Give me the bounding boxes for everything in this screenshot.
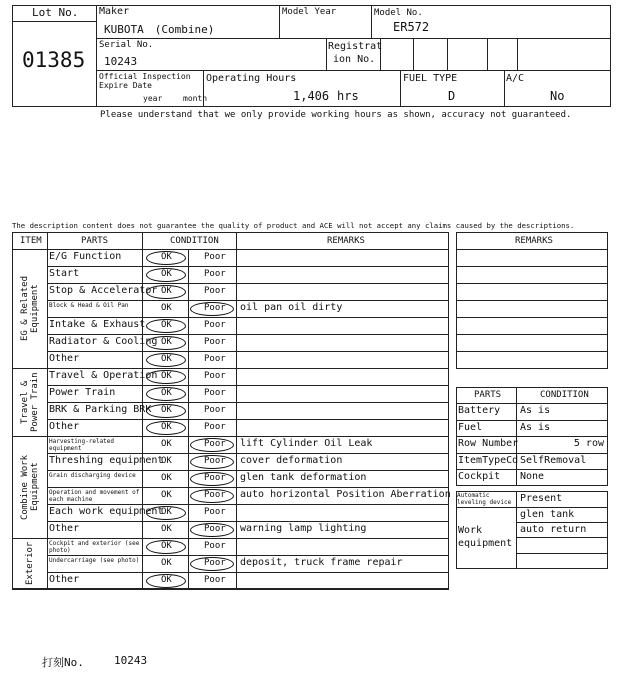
ok-selected-oval xyxy=(146,574,186,588)
model-year-label: Model Year xyxy=(282,7,337,17)
poor-selected-oval xyxy=(190,302,234,316)
ok-option[interactable]: OK xyxy=(161,252,172,262)
inspection-label-1: Official Inspection xyxy=(99,72,191,81)
part-name: Other xyxy=(49,421,80,432)
work-label-1: Work xyxy=(458,525,483,536)
group-label: Travel & Power Train xyxy=(20,372,40,432)
hours-value: 1,406 xyxy=(293,89,330,103)
ok-option[interactable]: OK xyxy=(161,558,172,568)
ac-value: No xyxy=(550,89,565,103)
part-name: Undercarriage (see photo) xyxy=(49,557,140,564)
poor-option[interactable]: Poor xyxy=(204,422,226,432)
ok-selected-oval xyxy=(146,540,186,554)
side-parts-col-parts: PARTS xyxy=(474,390,502,400)
poor-option[interactable]: Poor xyxy=(204,575,226,585)
side-parts-row-line xyxy=(456,469,608,470)
poor-option[interactable]: Poor xyxy=(204,439,226,449)
model-no-label: Model No. xyxy=(374,8,423,18)
hours-notice: Please understand that we only provide working hours as shown, accuracy not guaranteed. xyxy=(100,110,572,120)
ok-option[interactable]: OK xyxy=(161,473,172,483)
ok-option[interactable]: OK xyxy=(161,490,172,500)
ok-selected-oval xyxy=(146,336,186,350)
side-part-name: Cockpit xyxy=(458,471,501,482)
hours-label: Operating Hours xyxy=(206,73,297,84)
table-row-line xyxy=(47,300,449,301)
ok-option[interactable]: OK xyxy=(161,507,172,517)
info-vline xyxy=(413,38,414,70)
side-parts-row-line xyxy=(456,403,608,404)
info-vline xyxy=(504,70,505,107)
ok-option[interactable]: OK xyxy=(161,320,172,330)
stamp-no-label: 打刻No. xyxy=(42,656,84,669)
lot-label: Lot No. xyxy=(32,6,79,19)
work-value: auto return xyxy=(520,524,587,535)
ok-selected-oval xyxy=(146,506,186,520)
side-parts-row-line xyxy=(456,453,608,454)
ok-option[interactable]: OK xyxy=(161,303,172,313)
info-vline xyxy=(371,5,372,38)
work-value: glen tank xyxy=(520,509,575,520)
table-row-line xyxy=(47,385,449,386)
poor-option[interactable]: Poor xyxy=(204,320,226,330)
info-vline xyxy=(487,38,488,70)
part-name: E/G Function xyxy=(49,251,122,262)
lot-number: 01385 xyxy=(22,48,86,72)
remark-text: deposit, truck frame repair xyxy=(240,557,403,568)
registration-label-2: ion No. xyxy=(333,54,376,65)
side-remarks-line xyxy=(456,249,608,250)
side-remarks-line xyxy=(456,317,608,318)
part-name: Other xyxy=(49,523,80,534)
ok-selected-oval xyxy=(146,404,186,418)
group-label: EG & Related Equipment xyxy=(20,275,40,342)
info-vline xyxy=(326,38,327,70)
side-work-hline xyxy=(456,507,608,508)
info-vline xyxy=(447,38,448,70)
poor-option[interactable]: Poor xyxy=(204,524,226,534)
work-label-2: equipment xyxy=(458,538,513,549)
ok-option[interactable]: OK xyxy=(161,388,172,398)
ok-selected-oval xyxy=(146,319,186,333)
ok-option[interactable]: OK xyxy=(161,371,172,381)
ok-option[interactable]: OK xyxy=(161,286,172,296)
side-part-name: Row Number xyxy=(458,438,519,449)
ok-option[interactable]: OK xyxy=(161,422,172,432)
table-row-line xyxy=(47,453,449,454)
poor-option[interactable]: Poor xyxy=(204,354,226,364)
col-remarks-header: REMARKS xyxy=(327,236,365,246)
side-work-hline xyxy=(516,553,608,554)
part-name: Power Train xyxy=(49,387,116,398)
table-row-line xyxy=(47,572,449,573)
table-row-line xyxy=(47,351,449,352)
part-name: Threshing equipment xyxy=(49,455,164,466)
remark-text: cover deformation xyxy=(240,455,343,466)
part-name: Cockpit and exterior (see photo) xyxy=(49,540,140,554)
part-name: Start xyxy=(49,268,80,279)
col-item-header: ITEM xyxy=(20,236,42,246)
part-name: Operation and movement of each machine xyxy=(49,489,140,503)
serial-label: Serial No. xyxy=(99,40,154,50)
group-label: Combine Work Equipment xyxy=(20,454,40,520)
table-row-line xyxy=(47,504,449,505)
poor-option[interactable]: Poor xyxy=(204,303,226,313)
poor-selected-oval xyxy=(190,489,234,503)
poor-option[interactable]: Poor xyxy=(204,456,226,466)
stamp-no-value: 10243 xyxy=(114,654,148,667)
poor-option[interactable]: Poor xyxy=(204,337,226,347)
poor-option[interactable]: Poor xyxy=(204,252,226,262)
side-remarks-line xyxy=(456,300,608,301)
ok-option[interactable]: OK xyxy=(161,575,172,585)
side-part-value: As is xyxy=(520,421,551,433)
poor-option[interactable]: Poor xyxy=(204,473,226,483)
ac-label: A/C xyxy=(506,73,525,84)
poor-selected-oval xyxy=(190,438,234,452)
ok-option[interactable]: OK xyxy=(161,456,172,466)
side-part-value: SelfRemoval xyxy=(520,454,587,466)
poor-option[interactable]: Poor xyxy=(204,371,226,381)
side-parts-row-line xyxy=(456,420,608,421)
table-row-line xyxy=(47,283,449,284)
inspection-label-2: Expire Date xyxy=(99,81,152,90)
side-remarks-header: REMARKS xyxy=(515,236,553,246)
table-col-line xyxy=(236,232,237,589)
info-vline xyxy=(279,5,280,38)
year-label: year xyxy=(143,94,163,103)
side-part-value: As is xyxy=(520,405,551,416)
disclaimer: The description content does not guarantee the quality of product and ACE will not accept any claims caused by the descriptions. xyxy=(12,221,575,230)
model-no-value: ER572 xyxy=(393,20,430,34)
side-remarks-line xyxy=(456,334,608,335)
poor-option[interactable]: Poor xyxy=(204,286,226,296)
side-part-name: Fuel xyxy=(458,421,483,433)
ok-option[interactable]: OK xyxy=(161,541,172,551)
table-row-line xyxy=(47,266,449,267)
part-name: Each work equipment xyxy=(49,506,164,517)
group-label: Exterior xyxy=(25,541,35,586)
ok-selected-oval xyxy=(146,353,186,367)
ok-option[interactable]: OK xyxy=(161,439,172,449)
table-row-line xyxy=(47,402,449,403)
month-label: month xyxy=(183,94,208,103)
part-name: Other xyxy=(49,574,80,585)
ok-selected-oval xyxy=(146,370,186,384)
side-parts-col-condition: CONDITION xyxy=(540,390,589,400)
table-row-line xyxy=(47,334,449,335)
maker-value: KUBOTA (Combine) xyxy=(104,23,215,36)
table-row-line xyxy=(47,487,449,488)
ok-option[interactable]: OK xyxy=(161,337,172,347)
table-row-line xyxy=(47,555,449,556)
hours-unit: hrs xyxy=(337,89,359,103)
poor-option[interactable]: Poor xyxy=(204,269,226,279)
poor-option[interactable]: Poor xyxy=(204,507,226,517)
ok-selected-oval xyxy=(146,285,186,299)
ok-option[interactable]: OK xyxy=(161,405,172,415)
side-work-hline xyxy=(516,537,608,538)
side-remarks-line xyxy=(456,351,608,352)
part-name: Travel & Operation xyxy=(49,370,158,381)
info-divider-1 xyxy=(96,38,611,39)
ok-option[interactable]: OK xyxy=(161,269,172,279)
side-part-value: None xyxy=(520,471,545,482)
ok-option[interactable]: OK xyxy=(161,354,172,364)
remark-text: glen tank deformation xyxy=(240,472,367,483)
info-vline xyxy=(517,38,518,70)
side-remarks-line xyxy=(456,266,608,267)
info-vline xyxy=(400,70,401,107)
side-part-name: Battery xyxy=(458,405,501,416)
poor-option[interactable]: Poor xyxy=(204,388,226,398)
part-name: Grain discharging device xyxy=(49,472,136,479)
part-name: Harvesting-related equipment xyxy=(49,438,115,452)
poor-selected-oval xyxy=(190,455,234,469)
side-work-vline xyxy=(516,491,517,569)
side-remarks-line xyxy=(456,283,608,284)
part-name: Intake & Exhaust xyxy=(49,319,146,330)
ok-selected-oval xyxy=(146,387,186,401)
table-row-line xyxy=(47,317,449,318)
remark-text: oil pan oil dirty xyxy=(240,302,343,313)
part-name: Block & Head & Oil Pan xyxy=(49,302,129,309)
side-parts-row-line xyxy=(456,436,608,437)
poor-selected-oval xyxy=(190,523,234,537)
fuel-value: D xyxy=(448,89,456,103)
part-name: Other xyxy=(49,353,80,364)
side-part-value: 5 row xyxy=(573,438,604,449)
auto-level-value: Present xyxy=(520,493,563,504)
maker-label: Maker xyxy=(99,6,130,17)
table-row-line xyxy=(47,470,449,471)
side-work-hline xyxy=(516,522,608,523)
col-condition-header: CONDITION xyxy=(170,236,219,246)
remark-text: lift Cylinder Oil Leak xyxy=(240,438,373,449)
poor-option[interactable]: Poor xyxy=(204,558,226,568)
serial-value: 10243 xyxy=(104,55,138,68)
table-header-line xyxy=(12,249,449,250)
poor-option[interactable]: Poor xyxy=(204,541,226,551)
poor-option[interactable]: Poor xyxy=(204,405,226,415)
table-col-line xyxy=(47,232,48,589)
table-row-line xyxy=(47,419,449,420)
table-group-line xyxy=(12,589,449,590)
table-group-line xyxy=(12,368,449,369)
auto-level-label: Automatic leveling device xyxy=(457,492,512,506)
registration-label-1: Registrat xyxy=(328,41,383,52)
remark-text: warning lamp lighting xyxy=(240,523,367,534)
info-divider-2 xyxy=(96,70,611,71)
part-name: Stop & Accelerator xyxy=(49,285,158,296)
table-group-line xyxy=(12,436,449,437)
table-row-line xyxy=(47,521,449,522)
part-name: BRK & Parking BRK xyxy=(49,404,152,415)
lot-divider xyxy=(12,21,97,22)
table-group-line xyxy=(12,538,449,539)
remark-text: auto horizontal Position Aberration xyxy=(240,489,451,500)
col-parts-header: PARTS xyxy=(81,236,109,246)
poor-option[interactable]: Poor xyxy=(204,490,226,500)
ok-selected-oval xyxy=(146,421,186,435)
ok-selected-oval xyxy=(146,268,186,282)
poor-selected-oval xyxy=(190,472,234,486)
poor-selected-oval xyxy=(190,557,234,571)
fuel-label: FUEL TYPE xyxy=(403,73,458,84)
part-name: Radiator & Cooling xyxy=(49,336,158,347)
ok-option[interactable]: OK xyxy=(161,524,172,534)
side-part-name: ItemTypeCd xyxy=(458,454,519,466)
ok-selected-oval xyxy=(146,251,186,265)
